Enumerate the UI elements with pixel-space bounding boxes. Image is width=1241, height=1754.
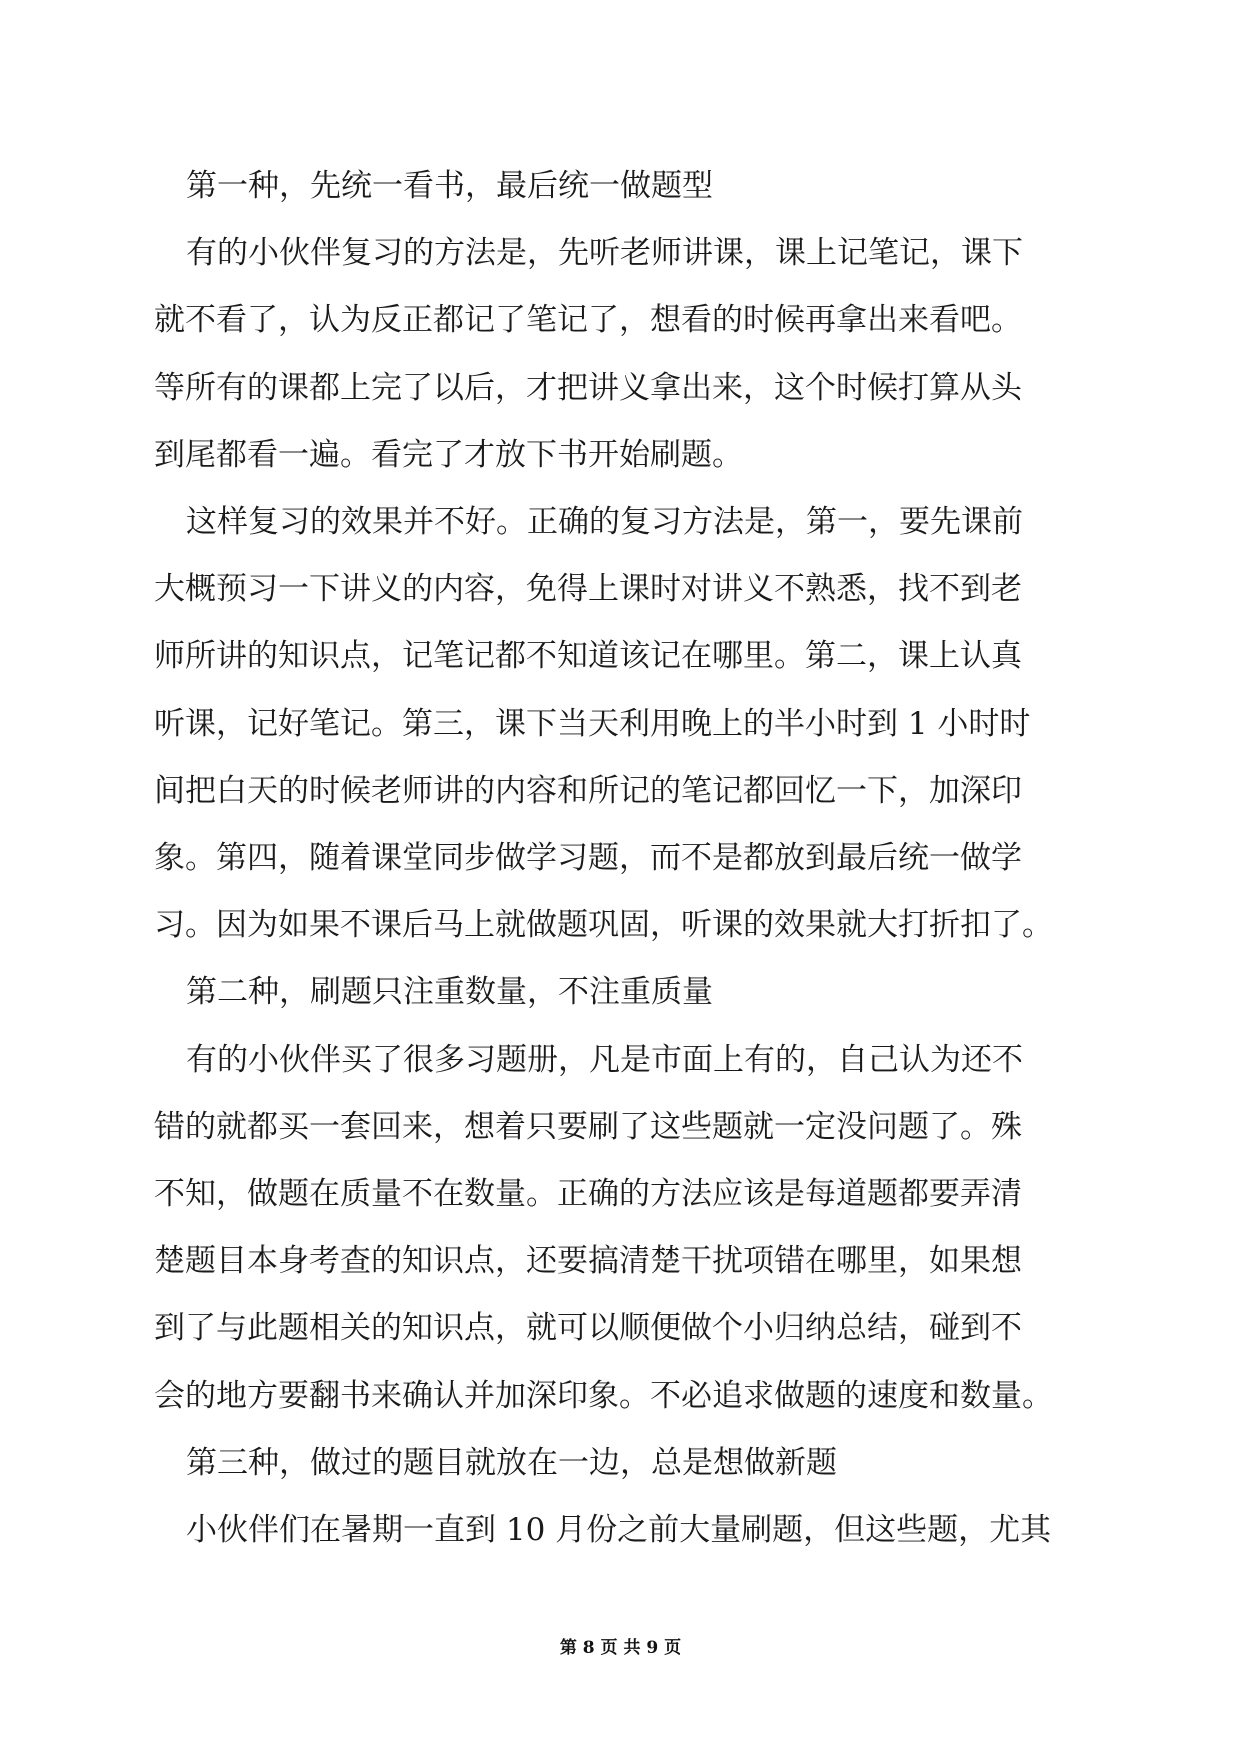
- paragraph-line: 到尾都看一遍。看完了才放下书开始刷题。: [154, 437, 743, 473]
- page-number-footer: 第 8 页 共 9 页: [559, 1638, 682, 1658]
- paragraph-line: 习。因为如果不课后马上就做题巩固，听课的效果就大打折扣了。: [154, 907, 1053, 943]
- paragraph-line: 不知，做题在质量不在数量。正确的方法应该是每道题都要弄清: [154, 1176, 1022, 1212]
- paragraph-line: 等所有的课都上完了以后，才把讲义拿出来，这个时候打算从头: [154, 370, 1022, 406]
- paragraph-line: 到了与此题相关的知识点，就可以顺便做个小归纳总结，碰到不: [154, 1310, 1022, 1346]
- paragraph-line: 大概预习一下讲义的内容，免得上课时对讲义不熟悉，找不到老: [154, 571, 1022, 607]
- heading-type-1: 第一种，先统一看书，最后统一做题型: [186, 168, 713, 204]
- paragraph-line: 楚题目本身考查的知识点，还要搞清楚干扰项错在哪里，如果想: [154, 1243, 1022, 1279]
- paragraph-line: 错的就都买一套回来，想着只要刷了这些题就一定没问题了。殊: [154, 1109, 1022, 1145]
- heading-type-2: 第二种，刷题只注重数量，不注重质量: [186, 974, 713, 1010]
- paragraph-line: 有的小伙伴复习的方法是，先听老师讲课，课上记笔记，课下: [186, 235, 1023, 271]
- paragraph-line: 会的地方要翻书来确认并加深印象。不必追求做题的速度和数量。: [154, 1378, 1053, 1414]
- paragraph-line: 听课，记好笔记。第三，课下当天利用晚上的半小时到 1 小时时: [154, 706, 1031, 742]
- paragraph-line: 就不看了，认为反正都记了笔记了，想看的时候再拿出来看吧。: [154, 302, 1022, 338]
- paragraph-line: 师所讲的知识点，记笔记都不知道该记在哪里。第二，课上认真: [154, 638, 1022, 674]
- paragraph-line: 有的小伙伴买了很多习题册，凡是市面上有的，自己认为还不: [186, 1042, 1023, 1078]
- paragraph-line: 间把白天的时候老师讲的内容和所记的笔记都回忆一下，加深印: [154, 773, 1022, 809]
- paragraph-line: 这样复习的效果并不好。正确的复习方法是，第一，要先课前: [186, 504, 1023, 540]
- paragraph-line: 小伙伴们在暑期一直到 10 月份之前大量刷题，但这些题，尤其: [186, 1512, 1052, 1548]
- heading-type-3: 第三种，做过的题目就放在一边，总是想做新题: [186, 1445, 837, 1481]
- paragraph-line: 象。第四，随着课堂同步做学习题，而不是都放到最后统一做学: [154, 840, 1022, 876]
